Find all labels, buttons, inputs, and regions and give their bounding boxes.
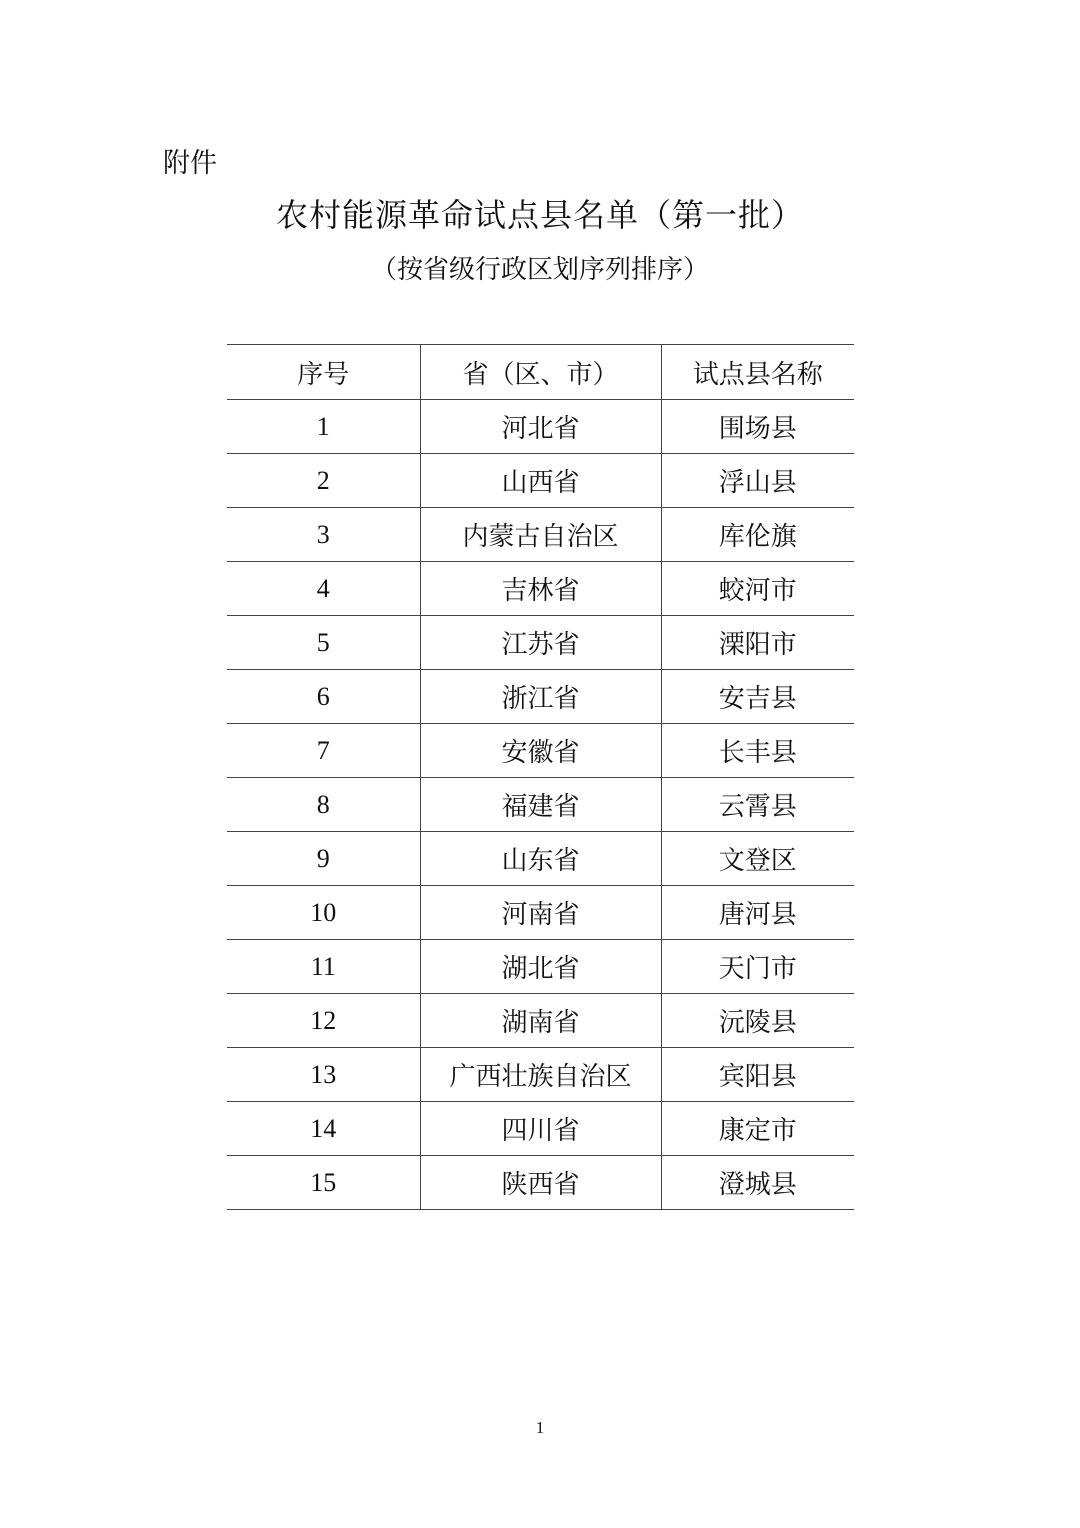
header-province: 省（区、市） [420,345,661,400]
header-county-name: 试点县名称 [661,345,854,400]
cell-serial: 4 [227,562,420,616]
cell-province: 湖北省 [420,940,661,994]
cell-serial: 12 [227,994,420,1048]
cell-serial: 10 [227,886,420,940]
cell-county: 库伦旗 [661,508,854,562]
cell-serial: 14 [227,1102,420,1156]
cell-serial: 3 [227,508,420,562]
cell-county: 蛟河市 [661,562,854,616]
cell-serial: 13 [227,1048,420,1102]
cell-county: 围场县 [661,400,854,454]
table-row [227,1048,854,1102]
cell-serial: 2 [227,454,420,508]
table-header-row [227,345,854,400]
cell-province: 广西壮族自治区 [420,1048,661,1102]
table-row [227,400,854,454]
cell-county: 浮山县 [661,454,854,508]
cell-province: 吉林省 [420,562,661,616]
cell-province: 湖南省 [420,994,661,1048]
table-row [227,832,854,886]
cell-serial: 6 [227,670,420,724]
table-row [227,994,854,1048]
table-row [227,940,854,994]
table-header [227,345,854,400]
cell-province: 陕西省 [420,1156,661,1210]
cell-serial: 11 [227,940,420,994]
page-number: 1 [535,1418,545,1437]
table-row [227,724,854,778]
pilot-county-table [227,344,854,1210]
cell-serial: 7 [227,724,420,778]
cell-province: 河北省 [420,400,661,454]
cell-county: 沅陵县 [661,994,854,1048]
cell-province: 山东省 [420,832,661,886]
cell-county: 康定市 [661,1102,854,1156]
document-title: 农村能源革命试点县名单（第一批） [275,196,804,234]
cell-serial: 15 [227,1156,420,1210]
cell-province: 山西省 [420,454,661,508]
cell-serial: 9 [227,832,420,886]
cell-province: 江苏省 [420,616,661,670]
attachment-label: 附件 [163,148,217,179]
cell-province: 福建省 [420,778,661,832]
cell-province: 河南省 [420,886,661,940]
table-row [227,1102,854,1156]
cell-county: 天门市 [661,940,854,994]
cell-province: 内蒙古自治区 [420,508,661,562]
table-row [227,454,854,508]
document-subtitle: （按省级行政区划序列排序） [370,255,709,285]
cell-county: 溧阳市 [661,616,854,670]
table-row [227,616,854,670]
cell-province: 四川省 [420,1102,661,1156]
cell-serial: 5 [227,616,420,670]
cell-province: 浙江省 [420,670,661,724]
cell-county: 安吉县 [661,670,854,724]
cell-county: 宾阳县 [661,1048,854,1102]
table-row [227,886,854,940]
cell-county: 云霄县 [661,778,854,832]
table-row [227,778,854,832]
cell-county: 澄城县 [661,1156,854,1210]
cell-serial: 1 [227,400,420,454]
header-serial-number: 序号 [227,345,420,400]
cell-county: 文登区 [661,832,854,886]
table-row [227,1156,854,1210]
table-row [227,670,854,724]
table-row [227,508,854,562]
cell-county: 长丰县 [661,724,854,778]
table-row [227,562,854,616]
cell-county: 唐河县 [661,886,854,940]
cell-serial: 8 [227,778,420,832]
table-body [227,400,854,1210]
cell-province: 安徽省 [420,724,661,778]
